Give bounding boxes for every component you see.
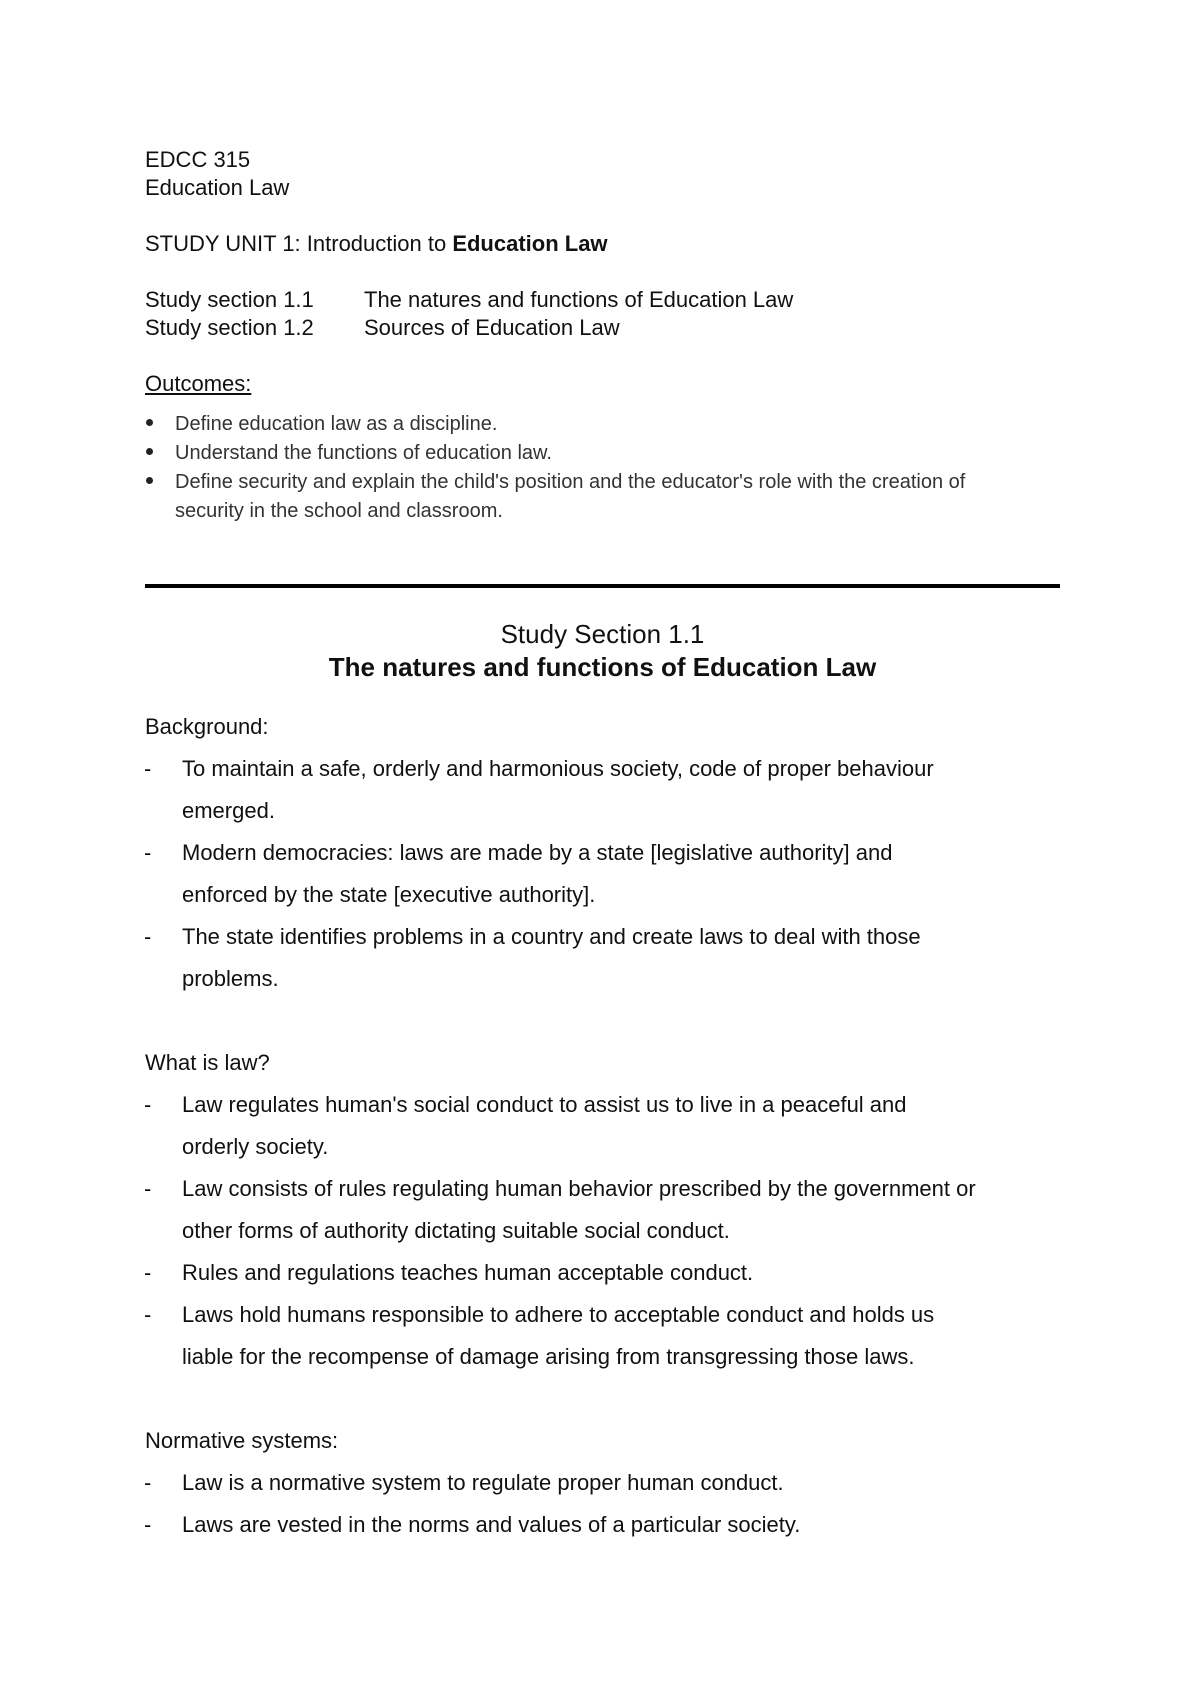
law-line-2: orderly society.: [182, 1134, 329, 1159]
background-line-1: To maintain a safe, orderly and harmonious society, code of proper behaviour: [182, 756, 934, 781]
dash-marker: -: [144, 1512, 152, 1537]
section-heading-title: Study Section 1.1: [500, 619, 705, 649]
background-line-2: emerged.: [182, 798, 275, 823]
course-code: EDCC 315: [145, 147, 251, 172]
dash-marker: -: [144, 1092, 152, 1117]
outcomes-heading: Outcomes:: [145, 371, 252, 396]
dash-marker: -: [144, 924, 152, 949]
dash-marker: -: [144, 1176, 152, 1201]
dash-marker: -: [144, 1302, 152, 1327]
law-line-6: Laws hold humans responsible to adhere to acceptable conduct and holds us: [182, 1302, 935, 1327]
course-name: Education Law: [145, 175, 290, 200]
background-line-3: Modern democracies: laws are made by a state [legislative authority] and: [182, 840, 893, 865]
section-title-2: Sources of Education Law: [364, 315, 620, 340]
law-line-4: other forms of authority dictating suitable social conduct.: [182, 1218, 730, 1243]
outcome-item-1: Define education law as a discipline.: [175, 413, 498, 435]
normative-heading: Normative systems:: [145, 1428, 339, 1453]
background-line-4: enforced by the state [executive authority].: [182, 882, 596, 907]
study-unit-title: [145, 230, 608, 258]
section-label-2: Study section 1.2: [145, 315, 314, 340]
dash-marker: -: [144, 756, 152, 781]
law-line-5: Rules and regulations teaches human acceptable conduct.: [182, 1260, 754, 1285]
section-heading-subtitle: The natures and functions of Education Law: [328, 652, 877, 682]
normative-line-2: Laws are vested in the norms and values of a particular society.: [182, 1512, 801, 1537]
bullet-dot-icon: [146, 477, 153, 484]
bullet-dot-icon: [146, 448, 153, 455]
outcome-item-3-continued: security in the school and classroom.: [175, 500, 503, 522]
background-line-5: The state identifies problems in a country and create laws to deal with those: [182, 924, 921, 949]
background-heading: Background:: [145, 714, 269, 739]
normative-line-1: Law is a normative system to regulate proper human conduct.: [182, 1470, 784, 1495]
section-title-1: The natures and functions of Education Law: [364, 287, 794, 312]
bullet-dot-icon: [146, 419, 153, 426]
outcome-item-3: Define security and explain the child's position and the educator's role with the creation of: [175, 471, 966, 493]
law-line-1: Law regulates human's social conduct to assist us to live in a peaceful and: [182, 1092, 907, 1117]
dash-marker: -: [144, 840, 152, 865]
law-line-3: Law consists of rules regulating human behavior prescribed by the government or: [182, 1176, 976, 1201]
study-unit-prefix: STUDY UNIT 1: Introduction to: [145, 231, 453, 256]
study-unit-bold: Education Law: [452, 231, 608, 256]
section-label-1: Study section 1.1: [145, 287, 314, 312]
law-line-7: liable for the recompense of damage arising from transgressing those laws.: [182, 1344, 915, 1369]
section-divider: [145, 584, 1060, 588]
what-is-law-heading: What is law?: [145, 1050, 270, 1075]
outcome-item-2: Understand the functions of education law.: [175, 442, 552, 464]
background-line-6: problems.: [182, 966, 279, 991]
dash-marker: -: [144, 1470, 152, 1495]
dash-marker: -: [144, 1260, 152, 1285]
